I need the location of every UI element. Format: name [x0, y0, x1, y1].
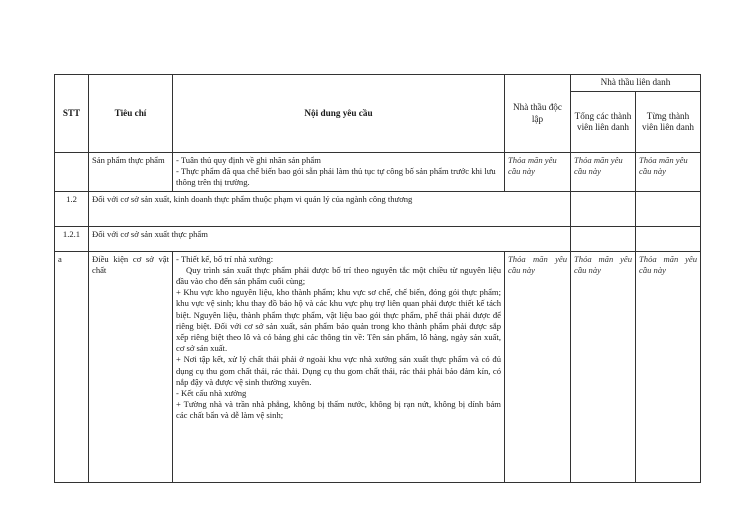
row-number: a [55, 251, 89, 482]
criteria-cell: Điều kiện cơ sở vật chất [89, 251, 173, 482]
section-row [55, 191, 701, 226]
row-number [55, 153, 89, 192]
header-criteria: Tiêu chí [89, 75, 173, 153]
subsection-number: 1.2.1 [55, 226, 89, 251]
header-jv-each: Từng thành viên liên danh [636, 92, 701, 153]
subsection-title: Đối với cơ sở sản xuất thực phẩm [89, 226, 571, 251]
content-line: + Khu vực kho nguyên liệu, kho thành phẩm; khu vực sơ chế, chế biến, đóng gói thực phẩm; khu vực vệ sinh; khu thay đồ bảo hộ và các khu vực phụ trợ liên quan phải được thiết kế tách biệt. Nguyên liệu, thành phẩm thực phẩm, vật liệu bao gói thực phẩm, phế thải phải được để riêng biệt. Đối với cơ sở sản xuất, sản phẩm bảo quản trong kho thành phẩm phải được sắp xếp riêng biệt theo lô và có bảng ghi các thông tin về: Tên sản phẩm, lô hàng, ngày sản xuất, cơ sở sản xuất. [176, 287, 501, 354]
jv-each-status: Thỏa mãn yêu cầu này [636, 251, 701, 482]
section-title: Đối với cơ sở sản xuất, kinh doanh thực phẩm thuộc phạm vi quản lý của ngành công thương [89, 191, 571, 226]
empty-cell [636, 191, 701, 226]
independent-status: Thỏa mãn yêu cầu này [505, 251, 571, 482]
jv-each-status: Thỏa mãn yêu cầu này [636, 153, 701, 192]
empty-cell [571, 191, 636, 226]
header-joint-venture: Nhà thầu liên danh [571, 75, 701, 92]
table-row [55, 251, 701, 482]
empty-cell [636, 226, 701, 251]
content-line: + Nơi tập kết, xử lý chất thải phải ở ngoài khu vực nhà xưởng sản xuất thực phẩm và có đủ dụng cụ thu gom chất thải, rác thải. Dụng cụ thu gom chất thải, rác thải phải bảo đảm kín, có nắp đậy và được vệ sinh thường xuyên. [176, 354, 501, 387]
empty-cell [571, 226, 636, 251]
content-line: - Thực phẩm đã qua chế biến bao gói sẵn phải làm thủ tục tự công bố sản phẩm trước khi lưu thông trên thị trường. [176, 166, 496, 188]
content-line: - Kết cấu nhà xưởng [176, 388, 247, 399]
content-cell [173, 251, 505, 482]
header-jv-total: Tổng các thành viên liên danh [571, 92, 636, 153]
criteria-cell: Sản phẩm thực phẩm [89, 153, 173, 192]
subsection-row [55, 226, 701, 251]
requirements-table [54, 74, 701, 483]
content-cell [173, 153, 505, 192]
independent-status: Thỏa mãn yêu cầu này [505, 153, 571, 192]
content-line: - Tuân thủ quy định về ghi nhãn sản phẩm [176, 155, 321, 165]
header-stt: STT [55, 75, 89, 153]
jv-total-status: Thỏa mãn yêu cầu này [571, 251, 636, 482]
header-content: Nội dung yêu cầu [173, 75, 505, 153]
content-line: + Tường nhà và trần nhà phẳng, không bị thấm nước, không bị rạn nứt, không bị dính bám các chất bẩn và dễ làm vệ sinh; [176, 399, 501, 421]
header-independent-contractor: Nhà thầu độc lập [505, 75, 571, 153]
section-number: 1.2 [55, 191, 89, 226]
content-line: - Thiết kế, bố trí nhà xưởng: [176, 253, 274, 264]
content-line: Quy trình sản xuất thực phẩm phải được bố trí theo nguyên tắc một chiều từ nguyên liệu đầu vào cho đến sản phẩm cuối cùng; [176, 264, 501, 287]
jv-total-status: Thỏa mãn yêu cầu này [571, 153, 636, 192]
table-row [55, 153, 701, 192]
header-row-top [55, 75, 701, 92]
